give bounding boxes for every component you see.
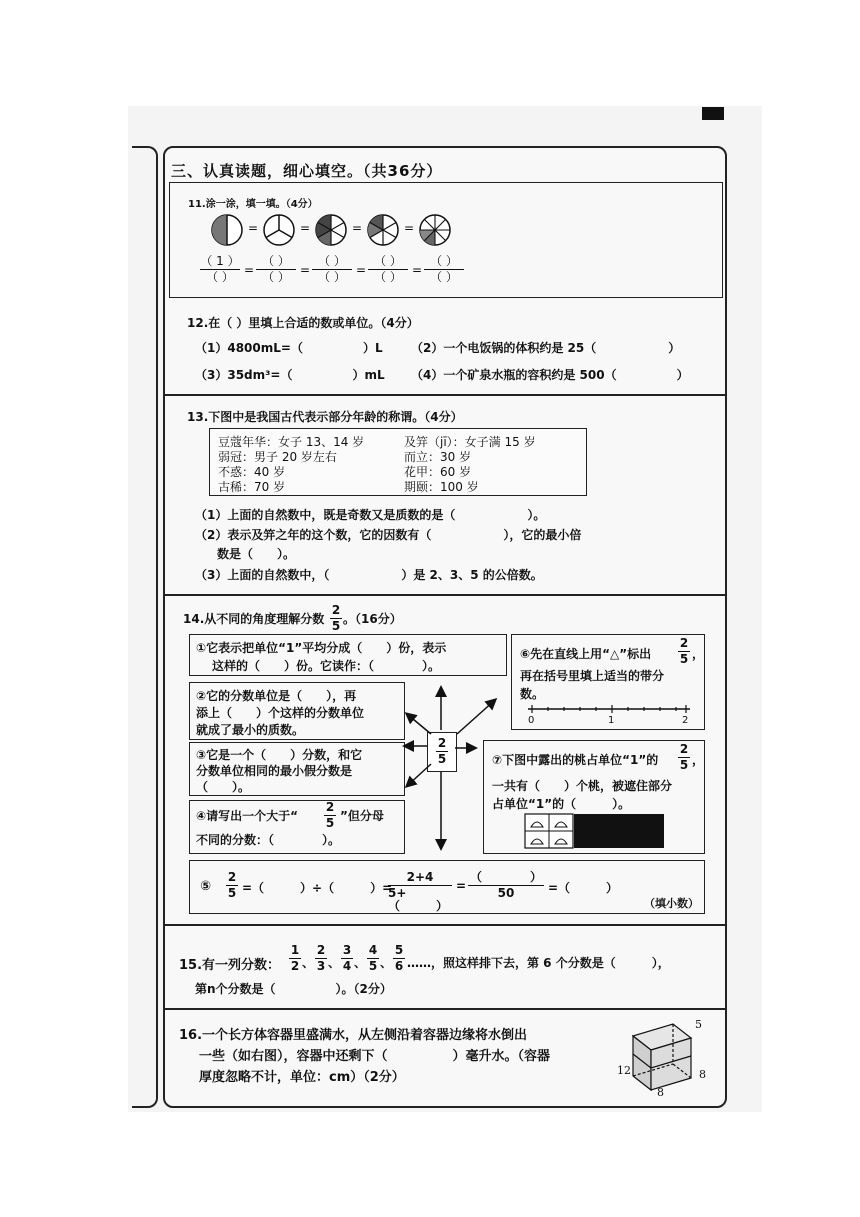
q11-title: 11.涂一涂，填一填。（4分） (188, 199, 318, 210)
q14-title-post: 。（16分） (343, 612, 402, 626)
q14-box-2: ②它的分数单位是（ ），再 添上（ ）个这样的分数单位 就成了最小的质数。 (189, 682, 405, 740)
q16-l3: 厚度忽略不计，单位：cm）（2分） (199, 1070, 405, 1085)
divider (165, 594, 725, 596)
q12-item-3[interactable]: （3）35dm³=（ ）mL (195, 368, 385, 382)
dim-5: 5 (695, 1018, 702, 1031)
center-fraction: 2 5 (437, 736, 447, 766)
q14-box-5: ⑤ 2 5 =（ ）÷（ ）= 2+4 5+（ ） = （ ） 50 =（ ） （填小数） (189, 860, 705, 914)
pie-sixths-2 (366, 213, 400, 247)
frac-sum[interactable]: 2+4 5+（ ） (388, 871, 452, 913)
q11-frac-1: （ 1 ） （ ） (200, 254, 240, 284)
dim-12: 12 (617, 1064, 631, 1077)
nl-label-1: 1 (608, 715, 615, 726)
q11-frac-4[interactable]: （ ） （ ） (368, 255, 408, 284)
peach-grid (524, 813, 666, 849)
q13-sub2b[interactable]: 数是（ ）。 (217, 547, 296, 561)
seq-frac-1: 1 2 (290, 943, 300, 973)
q13-sub1[interactable]: （1）上面的自然数中，既是奇数又是质数的是（ ）。 (195, 508, 546, 522)
q11-frac-5[interactable]: （ ） （ ） (424, 255, 464, 284)
q12-item-1[interactable]: （1）4800mL=（ ）L (195, 341, 383, 355)
divider (165, 924, 725, 926)
q11-frac-3[interactable]: （ ） （ ） (312, 255, 352, 284)
q11-box: 11.涂一涂，填一填。（4分） = = = = （ 1 ） （ ） = （ ） （ ） = （ ） （ ） = （ ） （ ） = （ ） （ ） (169, 182, 723, 298)
q14-title-frac: 2 5 (331, 603, 341, 633)
q12-title: 12.在（ ）里填上合适的数或单位。（4分） (187, 316, 419, 330)
q12-item-4[interactable]: （4）一个矿泉水瓶的容积约是 500（ ） (411, 368, 689, 382)
seq-frac-5: 5 6 (394, 943, 404, 973)
divider (165, 394, 725, 396)
pie-halves (210, 213, 244, 247)
q13-sub3[interactable]: （3）上面的自然数中，（ ）是 2、3、5 的公倍数。 (195, 568, 543, 582)
q14-box-7: ⑦下图中露出的桃占单位“1”的 2 5 ， 一共有（ ）个桃，被遮住部分 占单位“1”的（ ）。 (483, 740, 705, 854)
q14-box-3: ③它是一个（ ）分数，和它 分数单位相同的最小假分数是 （ ）。 (189, 742, 405, 796)
pie-sixths (314, 213, 348, 247)
q14-box-6: ⑥先在直线上用“△”标出 2 5 ， 再在括号里填上适当的带分 数。 0 1 2 (511, 634, 705, 730)
pie-eighths (418, 213, 452, 247)
q15-line2[interactable]: 第n个分数是（ ）。（2分） (195, 982, 392, 996)
q16-l1: 16.一个长方体容器里盛满水，从左侧沿着容器边缘将水倒出 (179, 1028, 528, 1043)
q15-post[interactable]: ……，照这样排下去，第 6 个分数是（ ）， (407, 956, 670, 970)
q14-title-pre: 14.从不同的角度理解分数 (183, 612, 325, 626)
q13-table: 豆蔻年华：女子 13、14 岁 及笄（jī）：女子满 15 岁 弱冠：男子 20 岁左右 而立：30 岁 不惑：40 岁 花甲：60 岁 古稀：70 岁 期颐：100 岁 (209, 428, 587, 496)
frac-2-5: 2 5 (679, 636, 689, 666)
seq-frac-4: 4 5 (368, 943, 378, 973)
exam-frame: 三、认真读题，细心填空。（共36分） 11.涂一涂，填一填。（4分） = = = = （ 1 ） （ ） = （ ） （ ） = （ ） （ ） = （ ） （ ） = （ ） （ ） 12.在（ ）里填上合适的数或单位。（4分） （1）4800mL=（ ）L （2）一个电饭锅的体积约是 25（ ） （3）35dm³=（ ）mL （4）一个矿泉水瓶的容积约是 500（ ） 13.下图中是我国古代表示部分年龄的称谓。（4分） 豆蔻年华：女子 13、14 岁 及笄（jī）：女子满 15 岁 弱冠：男子 20 岁左右 而立：30 岁 不惑：40 岁 花甲：60 岁 古稀：70 岁 期颐：100 岁 （1）上面的自然数中，既是奇数又是质数的是（ ）。 （2）表示及笄之年的这个数，它的因数有（ ），它的最小倍 数是（ ）。 （3）上面的自然数中，（ ）是 2、3、5 的公倍数。 14.从不同的角度理解分数 2 5 。（16分） ①它表示把单位“1”平均分成（ ）份，表示 这样的（ ）份。它读作：（ ）。 ②它的分数单位是（ ），再 添上（ ）个这样的分数单位 就成了最小的质数。 ③它是一个（ ）分数，和它 分数单位相同的最小假分数是 （ ）。 ④请写出一个大于“ 2 5 ”但分母 不同的分数：（ ）。 2 5 ⑥先在直线上用“△”标出 2 5 ， 再在括号里填上适当的带分 数。 0 1 2 ⑦下图中露出的桃占单位“1”的 2 5 ， 一共有（ ）个桃，被遮住部分 占单位“1”的（ ）。 ⑤ 2 5 =（ ）÷（ ）= 2+4 5+（ ） = （ ） 50 =（ ） （填小数） 15.有一列分数： 1 2 、 2 3 、 3 4 、 4 5 、 5 6 ……，照这样排下去，第 6 个分数是（ ）， 第n个分数是（ ）。（2分） 16.一个长方体容器里盛满水，从左侧沿着容器边缘将水倒出 一些（如右图），容器中还剩下（ ）毫升水。（容器 厚度忽略不计，单位：cm）（2分） 5 12 8 8 (163, 146, 727, 1108)
nl-label-2: 2 (682, 715, 689, 726)
seq-frac-3: 3 4 (342, 943, 352, 973)
divider (165, 1008, 725, 1010)
q14-box-1: ①它表示把单位“1”平均分成（ ）份，表示 这样的（ ）份。它读作：（ ）。 (189, 634, 507, 676)
q13-title: 13.下图中是我国古代表示部分年龄的称谓。（4分） (187, 410, 463, 424)
frac-2-5: 2 5 (325, 800, 335, 830)
seq-frac-2: 2 3 (316, 943, 326, 973)
dim-8-bottom: 8 (657, 1086, 664, 1099)
q13-sub2a[interactable]: （2）表示及笄之年的这个数，它的因数有（ ），它的最小倍 (195, 528, 582, 542)
corner-mark (702, 107, 724, 120)
q15-pre: 15.有一列分数： (179, 958, 281, 973)
pie-thirds (262, 213, 296, 247)
frac-2-5: 2 5 (679, 742, 689, 772)
nl-label-0: 0 (528, 715, 535, 726)
q12-item-2[interactable]: （2）一个电饭锅的体积约是 25（ ） (411, 341, 681, 355)
q11-frac-2[interactable]: （ ） （ ） (256, 255, 296, 284)
frac-2-5: 2 5 (227, 870, 237, 900)
q16-l2[interactable]: 一些（如右图），容器中还剩下（ ）毫升水。（容器 (199, 1049, 551, 1064)
section-title: 三、认真读题，细心填空。（共36分） (171, 162, 443, 180)
q14-box-4: ④请写出一个大于“ 2 5 ”但分母 不同的分数：（ ）。 (189, 800, 405, 854)
frac-over-50[interactable]: （ ） 50 (469, 870, 542, 900)
dim-8-right: 8 (699, 1068, 706, 1081)
binding-rail (132, 146, 158, 1108)
